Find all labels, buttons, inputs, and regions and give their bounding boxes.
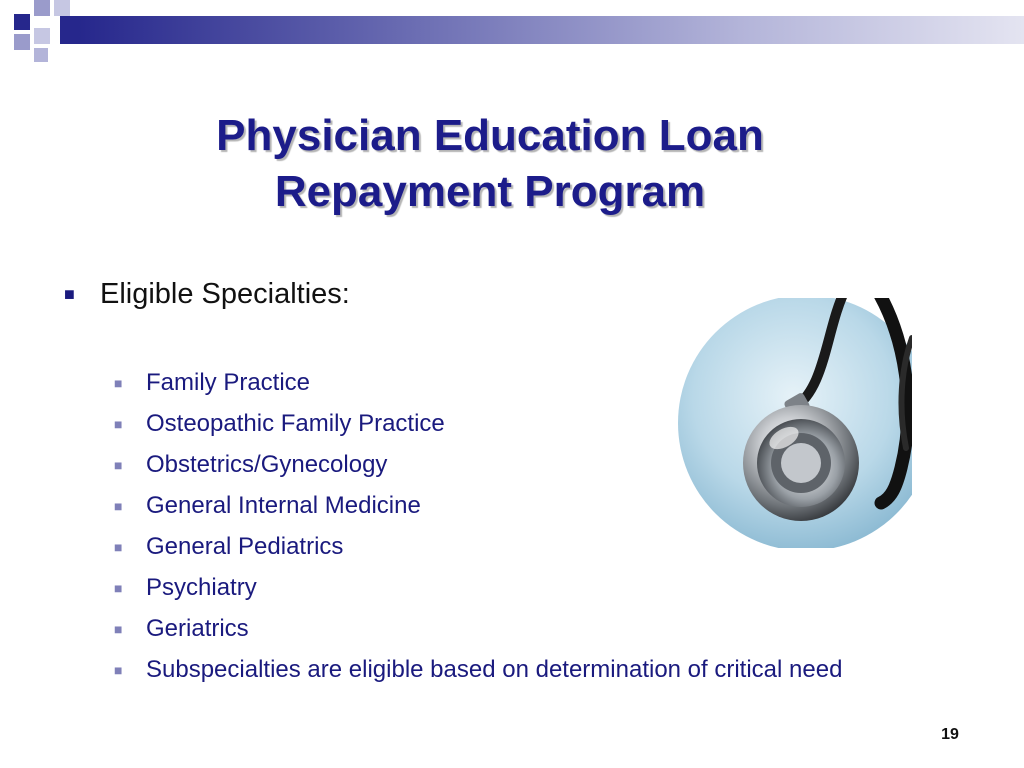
- title-line-2: Repayment Program: [274, 167, 706, 216]
- small-square-bullet-icon: ■: [114, 539, 123, 555]
- list-item: [114, 571, 934, 605]
- list-item: [114, 612, 934, 646]
- list-item-text: General Internal Medicine: [146, 492, 421, 519]
- slide-title: [140, 108, 840, 220]
- list-item-text: Subspecialties are eligible based on determination of critical need: [146, 656, 843, 683]
- small-square-bullet-icon: ■: [114, 580, 123, 596]
- list-item-text: Geriatrics: [146, 615, 249, 642]
- header-decoration: [0, 0, 1024, 70]
- decor-square: [14, 34, 30, 50]
- decor-square: [34, 48, 48, 62]
- list-item-text: Family Practice: [146, 369, 311, 396]
- square-bullet-icon: ■: [64, 284, 75, 304]
- small-square-bullet-icon: ■: [114, 621, 123, 637]
- decor-square: [34, 28, 50, 44]
- decor-square: [14, 14, 30, 30]
- decor-square: [34, 0, 50, 16]
- main-bullet-item: [64, 276, 350, 312]
- list-item-text: Psychiatry: [146, 574, 257, 601]
- decor-square: [54, 0, 70, 16]
- decor-square: [60, 16, 78, 44]
- header-gradient-bar: [78, 16, 1024, 44]
- list-item-text: General Pediatrics: [146, 533, 344, 560]
- main-bullet-text: Eligible Specialties:: [100, 278, 350, 310]
- list-item-text: Obstetrics/Gynecology: [146, 451, 388, 478]
- title-line-1: Physician Education Loan: [216, 111, 764, 160]
- list-item: [114, 653, 934, 687]
- page-number: 19: [941, 726, 959, 743]
- small-square-bullet-icon: ■: [114, 498, 123, 514]
- list-item-text: Osteopathic Family Practice: [146, 410, 445, 437]
- small-square-bullet-icon: ■: [114, 416, 123, 432]
- small-square-bullet-icon: ■: [114, 662, 123, 678]
- stethoscope-icon: [676, 298, 912, 548]
- small-square-bullet-icon: ■: [114, 457, 123, 473]
- small-square-bullet-icon: ■: [114, 375, 123, 391]
